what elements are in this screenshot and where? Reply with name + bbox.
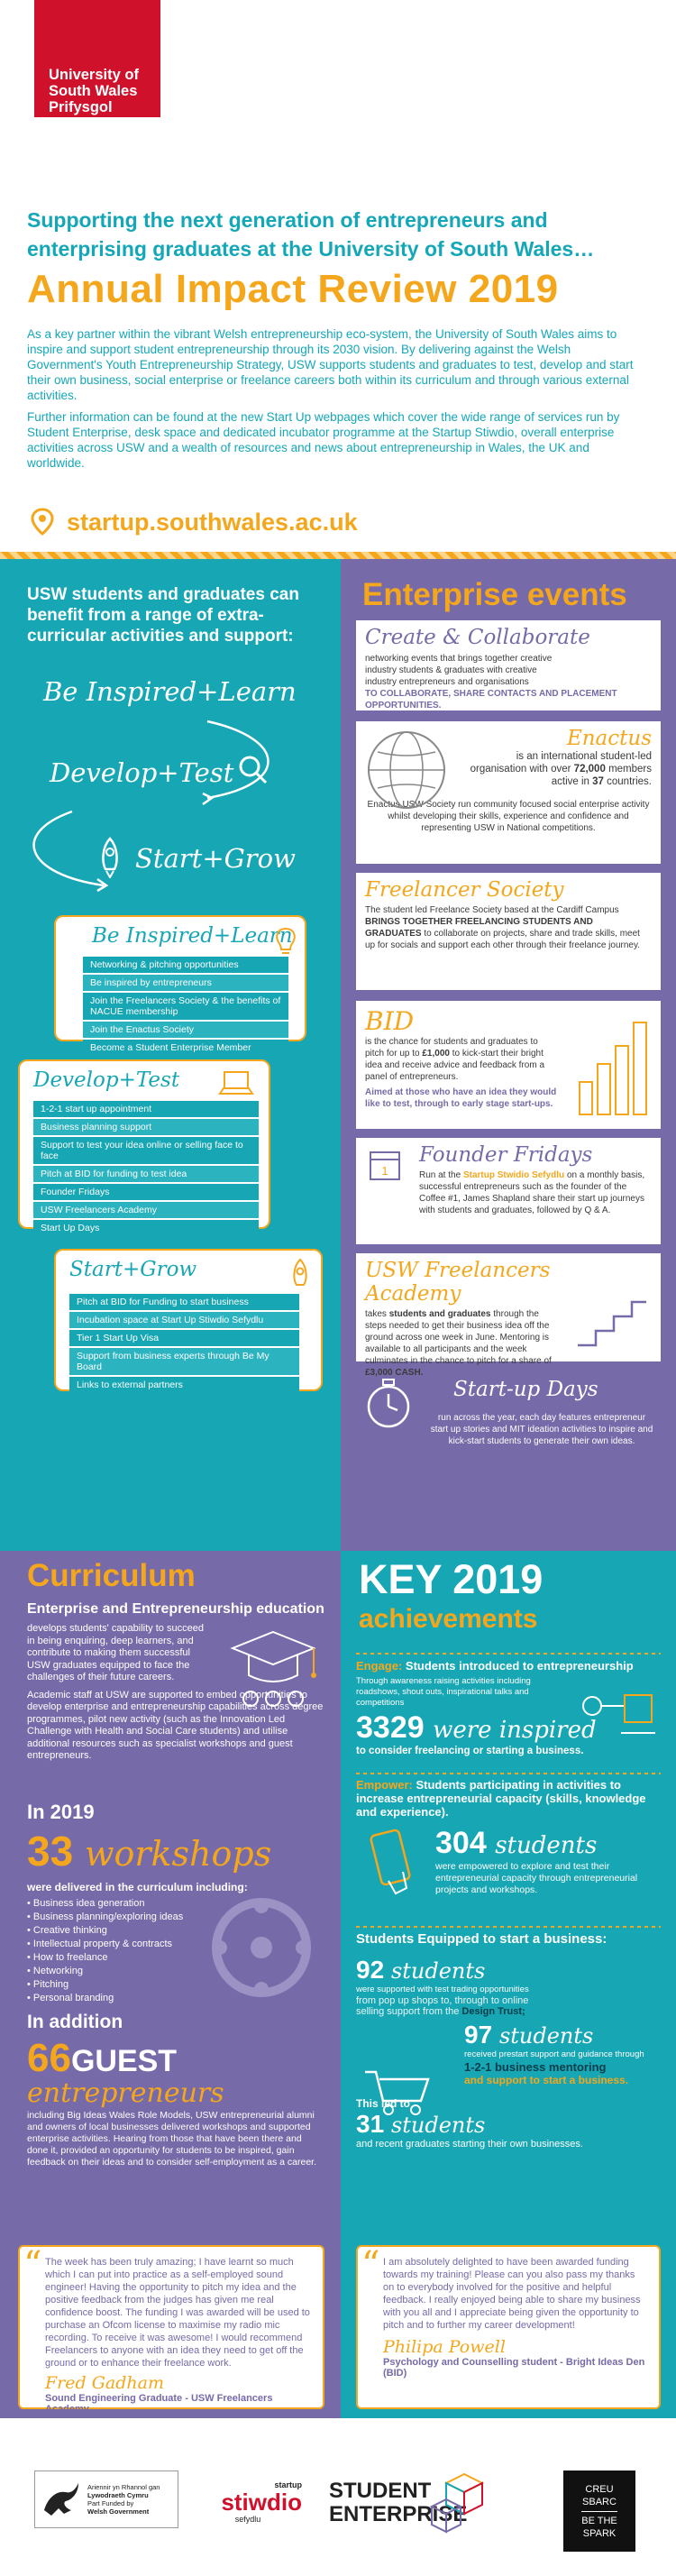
key-title: KEY 2019 [359, 1556, 544, 1602]
inspire-card [54, 915, 306, 1053]
graduate-students-icon [224, 1623, 323, 1713]
empower-line [356, 1778, 661, 1819]
list-item: 1-2-1 start up appointment [33, 1101, 259, 1117]
event-body-part: to collaborate on projects, share and trade skills, meet up for socials and support each other through their freelance journey. [365, 929, 640, 950]
event-enactus [356, 721, 661, 864]
curriculum-title: Curriculum [27, 1558, 196, 1593]
guest-stat [27, 2036, 224, 2109]
eq2-stat [464, 2021, 661, 2049]
stiwdio-top: startup [274, 2480, 302, 2489]
eq3-after: and recent graduates starting their own businesses. [356, 2139, 583, 2150]
list-item: Pitch at BID for funding to test idea [33, 1166, 259, 1182]
logo-line: Prifysgol [49, 99, 113, 115]
wg-text [87, 2483, 160, 2516]
spark-line: BE THE [581, 2515, 617, 2526]
tagline: Supporting the next generation of entrepreneurs and enterprising graduates at the University of South Wales… [27, 208, 595, 261]
empower-block [356, 1778, 661, 1896]
eq1-dark: from pop up shops to, through to online selling support from the [356, 1995, 529, 2017]
event-founder-fridays [356, 1138, 661, 1244]
event-body [365, 904, 652, 951]
eq2-small: received prestart support and guidance through [464, 2049, 644, 2059]
list-item: Start Up Days [33, 1220, 259, 1236]
intro-text [27, 326, 649, 477]
wg-line: Ariennir yn Rhannol gan [87, 2483, 160, 2491]
eq2-dark: 1-2-1 business mentoring [464, 2060, 607, 2074]
stiwdio-main: stiwdio [221, 2489, 302, 2516]
list-item: Join the Freelancers Society & the benefits of NACUE membership [83, 993, 288, 1020]
usw-logo[interactable] [34, 0, 160, 132]
in-addition-label: In addition [27, 2012, 123, 2032]
event-bold: Startup Stwidio Sefydlu [462, 1170, 565, 1180]
curriculum-paragraph: develops students' capability to succeed in being enquiring, deep learners, and contribute to making them successful USW graduates equipped to face the challenges of their future careers. [27, 1623, 204, 1682]
list-item: Join the Enactus Society [83, 1022, 288, 1038]
event-bold: students and graduates [388, 1309, 491, 1319]
startup-link[interactable] [27, 505, 358, 539]
event-bid [356, 1001, 661, 1129]
empower-after: were empowered to explore and test their entrepreneurial capacity through entrepreneurial projects and workshops. [435, 1861, 638, 1895]
event-title: Create & Collaborate [365, 626, 590, 649]
engage-line [356, 1659, 661, 1673]
event-body-part: members active in [551, 764, 652, 787]
equipped-block [356, 1931, 661, 2150]
list-item: • Pitching [27, 1978, 183, 1992]
event-body-part: The student led Freelance Society based at the Cardiff Campus [365, 905, 619, 915]
event-body-2: Enactus USW Society run community focused social enterprise activity whilst developing their skills, experience and confidence and representing USW in National competitions. [367, 800, 650, 833]
event-title: Freelancer Society [365, 878, 564, 902]
event-title: Founder Fridays [419, 1143, 593, 1167]
led-to: This led to [356, 2097, 410, 2110]
intro-paragraph: As a key partner within the vibrant Welsh entrepreneurship eco-system, the University of South Wales aims to inspire and support student entrepreneurship through its 2030 vision. By delivering against the Welsh Government's Youth Entrepreneurship Strategy, USW supports students and graduates to test, develop and start their own business, social enterprise or freelance careers both within its curriculum and through various external activities. [27, 327, 634, 402]
start-card [54, 1249, 323, 1391]
event-create-collaborate [356, 620, 661, 710]
events-title: Enterprise events [362, 577, 627, 612]
path-be-inspired: Be Inspired+Learn [43, 676, 297, 707]
eq3-count: 31 [356, 2110, 385, 2138]
laptop-icon [218, 1068, 254, 1099]
curriculum-paragraph: Academic staff at USW are supported to embed opportunities to develop enterprise and entrepreneurship capabilities across degree programmes, pilot new activity (such as the Innovation Led Challenge with Health and Social Care students) and utilise additional resources such as specialist workshops and guest entrepreneurs. [27, 1689, 324, 1761]
svg-text:1: 1 [381, 1164, 388, 1178]
guest-word: GUEST [70, 2044, 178, 2078]
list-item: • Business idea generation [27, 1897, 183, 1911]
student-enterprise-logo[interactable] [329, 2471, 482, 2535]
quote-fred [18, 2244, 324, 2415]
quote-mark-icon: “ [23, 2244, 42, 2286]
event-startup-days [356, 1372, 661, 1481]
event-body [419, 1169, 652, 1216]
event-title: USW Freelancers Academy [365, 1259, 551, 1306]
workshops-stat [27, 1827, 271, 1875]
engage-label: Engage: [356, 1659, 403, 1673]
workshops-word: workshops [84, 1834, 272, 1874]
event-body-part: is the chance for students and graduates to pitch for up to [365, 1037, 538, 1059]
event-title: Start-up Days [453, 1378, 598, 1401]
engage-text: Students introduced to entrepreneurship [405, 1659, 634, 1673]
page-title: Annual Impact Review 2019 [27, 267, 559, 311]
logo-line: De Cymru [49, 115, 119, 132]
list-item: Links to external partners [69, 1377, 299, 1393]
stopwatch-icon [361, 1376, 416, 1430]
eq2-count: 97 [464, 2021, 493, 2049]
people-network-icon [203, 1893, 320, 2002]
dragon-icon [39, 2478, 82, 2521]
eq1-script: students [390, 1958, 486, 1984]
wg-line: Part Funded by [87, 2499, 134, 2507]
event-freelancers-academy [356, 1253, 661, 1378]
divider [356, 1773, 661, 1774]
wg-line: Lywodraeth Cymru [87, 2491, 149, 2499]
inspire-card-title: Be Inspired+Learn [92, 924, 293, 948]
empower-count: 304 [435, 1826, 487, 1860]
logo-line: South Wales [49, 83, 138, 99]
quote-philipa [356, 2245, 661, 2409]
location-pin-icon [27, 507, 58, 537]
list-item: • Intellectual property & contracts [27, 1938, 183, 1951]
spark-line: SPARK [582, 2527, 617, 2539]
rocket-icon [95, 837, 125, 878]
globe-icon [365, 729, 448, 811]
list-item: • Business planning/exploring ideas [27, 1911, 183, 1924]
event-body-part: takes [365, 1309, 387, 1319]
event-freelancer-society [356, 873, 661, 990]
quote-mark-icon: “ [361, 2244, 380, 2286]
enterprise-word: ENTERPRISE [329, 2502, 468, 2526]
engage-block [356, 1659, 661, 1756]
shopping-cart-icon [363, 2067, 435, 2117]
path-develop: Develop+Test [50, 757, 234, 788]
eq1-small: were supported with test trading opportunities [356, 1985, 529, 1994]
welsh-government-logo[interactable] [34, 2471, 178, 2528]
magnifier-icon [236, 753, 269, 785]
cube-icon [428, 2465, 497, 2539]
stiwdio-bottom: sefydlu [234, 2515, 261, 2524]
workshop-topics [27, 1897, 183, 2005]
list-item: • Creative thinking [27, 1924, 183, 1938]
eq3-script: students [390, 2113, 486, 2138]
list-item: Business planning support [33, 1119, 259, 1135]
list-item: Support to test your idea online or selling face to face [33, 1137, 259, 1164]
empower-script: students [495, 1832, 598, 1859]
curriculum-subtitle: Enterprise and Entrepreneurship education [27, 1601, 324, 1617]
calendar-icon [367, 1147, 403, 1183]
event-body-part: on a monthly basis, successful entrepreneurs such as the founder of the Coffee #1, James Shapland share their start up journeys with students and graduates, followed by Q & A. [419, 1170, 645, 1215]
wg-line: Welsh Government [87, 2507, 150, 2516]
startup-url: startup.southwales.ac.uk [67, 508, 358, 536]
develop-card [18, 1059, 270, 1233]
start-card-title: Start+Grow [69, 1258, 197, 1281]
event-title: Enactus [566, 727, 652, 750]
event-body: run across the year, each day features entrepreneur start up stories and MIT ideation activities to inspire and kick-start students to generate their own ideas. [430, 1413, 653, 1446]
list-item: Networking & pitching opportunities [83, 957, 288, 973]
quote-credit: Psychology and Counselling student - Bright Ideas Den (BID) [383, 2357, 645, 2379]
event-accent: Aimed at those who have an idea they would like to test, through to early stage start-ups. [365, 1087, 557, 1109]
event-body: networking events that brings together creative industry students & graduates with creative industry entrepreneurs and organisations [365, 654, 553, 687]
empower-stat [435, 1826, 661, 1861]
event-body-part: is an international student-led organisation with over [470, 751, 652, 775]
guest-count: 66 [27, 2036, 71, 2080]
engage-script: were inspired [433, 1717, 597, 1744]
divider [356, 1926, 661, 1928]
logo-line: University of [49, 67, 139, 83]
event-body-part: through the steps needed to get their business idea off the ground across one week in June. Mentoring is available to all participants and the week culminates in the chance to pitch for a share of [365, 1309, 552, 1366]
list-item: Support from business experts through Be My Board [69, 1348, 299, 1375]
student-word: STUDENT [329, 2479, 432, 2503]
startup-stiwdio-logo[interactable] [194, 2471, 302, 2534]
quote-text: I am absolutely delighted to have been awarded funding towards my training! Please can you also pass my thanks on to everybody involved for the positive and helpful feedback. I really enjoyed being able to share my business with you all and I appreciate being given the opportunity to pitch and to further my career development! [383, 2257, 641, 2331]
event-body [365, 1036, 550, 1083]
equipped-title: Students Equipped to start a business: [356, 1931, 607, 1947]
quote-signature: Fred Gadham [45, 2373, 164, 2393]
academy-prize: £3,000 CASH. [365, 1368, 424, 1378]
event-bold: BRINGS TOGETHER FREELANCING STUDENTS AND GRADUATES [365, 917, 593, 939]
key-achievements-title [359, 1556, 544, 1639]
event-body [466, 750, 652, 788]
guest-script: entrepreneurs [27, 2077, 224, 2109]
eq1-detail [356, 1995, 536, 2017]
lightbulb-icon [272, 926, 299, 958]
list-item: Become a Student Enterprise Member [83, 1040, 288, 1056]
event-body [365, 1308, 554, 1379]
event-body-part: countries. [607, 776, 652, 787]
engage-after: to consider freelancing or starting a business. [356, 1746, 584, 1756]
guest-body: including Big Ideas Wales Role Models, USW entrepreneurial alumni and owners of local businesses delivered workshops and supported enterprise activities. Hearing from those that have been there and done it, provided an opportunity for students to be inspired, gain feedback on their ideas and to consider self-employment as a career. [27, 2110, 317, 2168]
in-2019-label: In 2019 [27, 1801, 95, 1823]
empower-label: Empower: [356, 1778, 413, 1792]
spark-divider [581, 2511, 617, 2512]
list-item: Incubation space at Start Up Stiwdio Sefydlu [69, 1312, 299, 1328]
event-body-part: Run at the [419, 1170, 461, 1180]
event-title: BID [365, 1006, 415, 1036]
key-subtitle: achievements [359, 1604, 538, 1634]
empower-text: Students participating in activities to increase entrepreneurial capacity (skills, knowledge and experience). [356, 1778, 646, 1819]
steps-icon [576, 1289, 648, 1349]
list-item: • Networking [27, 1965, 183, 1978]
list-item: Pitch at BID for Funding to start business [69, 1294, 299, 1310]
develop-card-title: Develop+Test [33, 1068, 180, 1092]
engage-small: Through awareness raising activities including roadshows, shout outs, inspirational talks and competitions [356, 1676, 531, 1708]
rocket-icon [285, 1258, 315, 1294]
workshops-count: 33 [27, 1828, 74, 1875]
quote-text: The week has been truly amazing; I have learnt so much which I can put into practice as a self-employed sound engineer! Having the opportunity to pitch my idea and the positive feedback from the judges has given me real confidence boost. The funding I was awarded will be used to purchase an Ofcom license to maximise my radio mic recording. To receive it was awesome! I would recommend Freelancers to anyone with an idea they need to get off the ground or to enhance their freelance work. [45, 2257, 310, 2369]
divider [356, 1653, 661, 1655]
eq1-count: 92 [356, 1956, 385, 1984]
eq2-script: students [498, 2023, 594, 2049]
eq1-design: Design Trust; [461, 2006, 525, 2017]
list-item: • Personal branding [27, 1992, 183, 2005]
quote-signature: Philipa Powell [383, 2337, 506, 2357]
be-the-spark-logo[interactable] [563, 2471, 635, 2552]
member-count: 72,000 [573, 764, 606, 775]
list-item: Founder Fridays [33, 1184, 259, 1200]
intro-paragraph: Further information can be found at the new Start Up webpages which cover the wide range of services run by Student Enterprise, desk space and dedicated incubator programme at the Startup Stiwdio, overall enterprise activities across USW and a wealth of resources and news about entrepreneurship in Wales, the UK and worldwide. [27, 410, 620, 470]
list-item: USW Freelancers Academy [33, 1202, 259, 1218]
spark-line: SBARC [582, 2496, 617, 2507]
list-item: Tier 1 Start Up Visa [69, 1330, 299, 1346]
bar-growth-icon [576, 1010, 652, 1118]
workshops-caption: were delivered in the curriculum including: [27, 1881, 248, 1893]
list-item: Be inspired by entrepreneurs [83, 975, 288, 991]
eq2-accent: and support to start a business. [464, 2074, 629, 2086]
list-item: • How to freelance [27, 1951, 183, 1965]
lightbulb-jigsaw-icon [580, 1686, 657, 1740]
phone-tap-icon [363, 1829, 417, 1897]
eq1-stat [356, 1956, 661, 1985]
support-heading: USW students and graduates can benefit from a range of extra-curricular activities and support: [27, 585, 299, 646]
spark-line: CREU [585, 2483, 614, 2495]
bid-amount: £1,000 [422, 1049, 450, 1059]
engage-count: 3329 [356, 1710, 425, 1745]
path-start: Start+Grow [135, 843, 296, 874]
event-body-part: to kick-start their bright idea and receive advice and feedback from a panel of entrepreneurs. [365, 1049, 545, 1082]
event-bold: TO COLLABORATE, SHARE CONTACTS AND PLACEMENT OPPORTUNITIES. [365, 689, 617, 710]
country-count: 37 [592, 776, 604, 787]
quote-credit: Sound Engineering Graduate - USW Freelancers Academy [45, 2393, 273, 2415]
